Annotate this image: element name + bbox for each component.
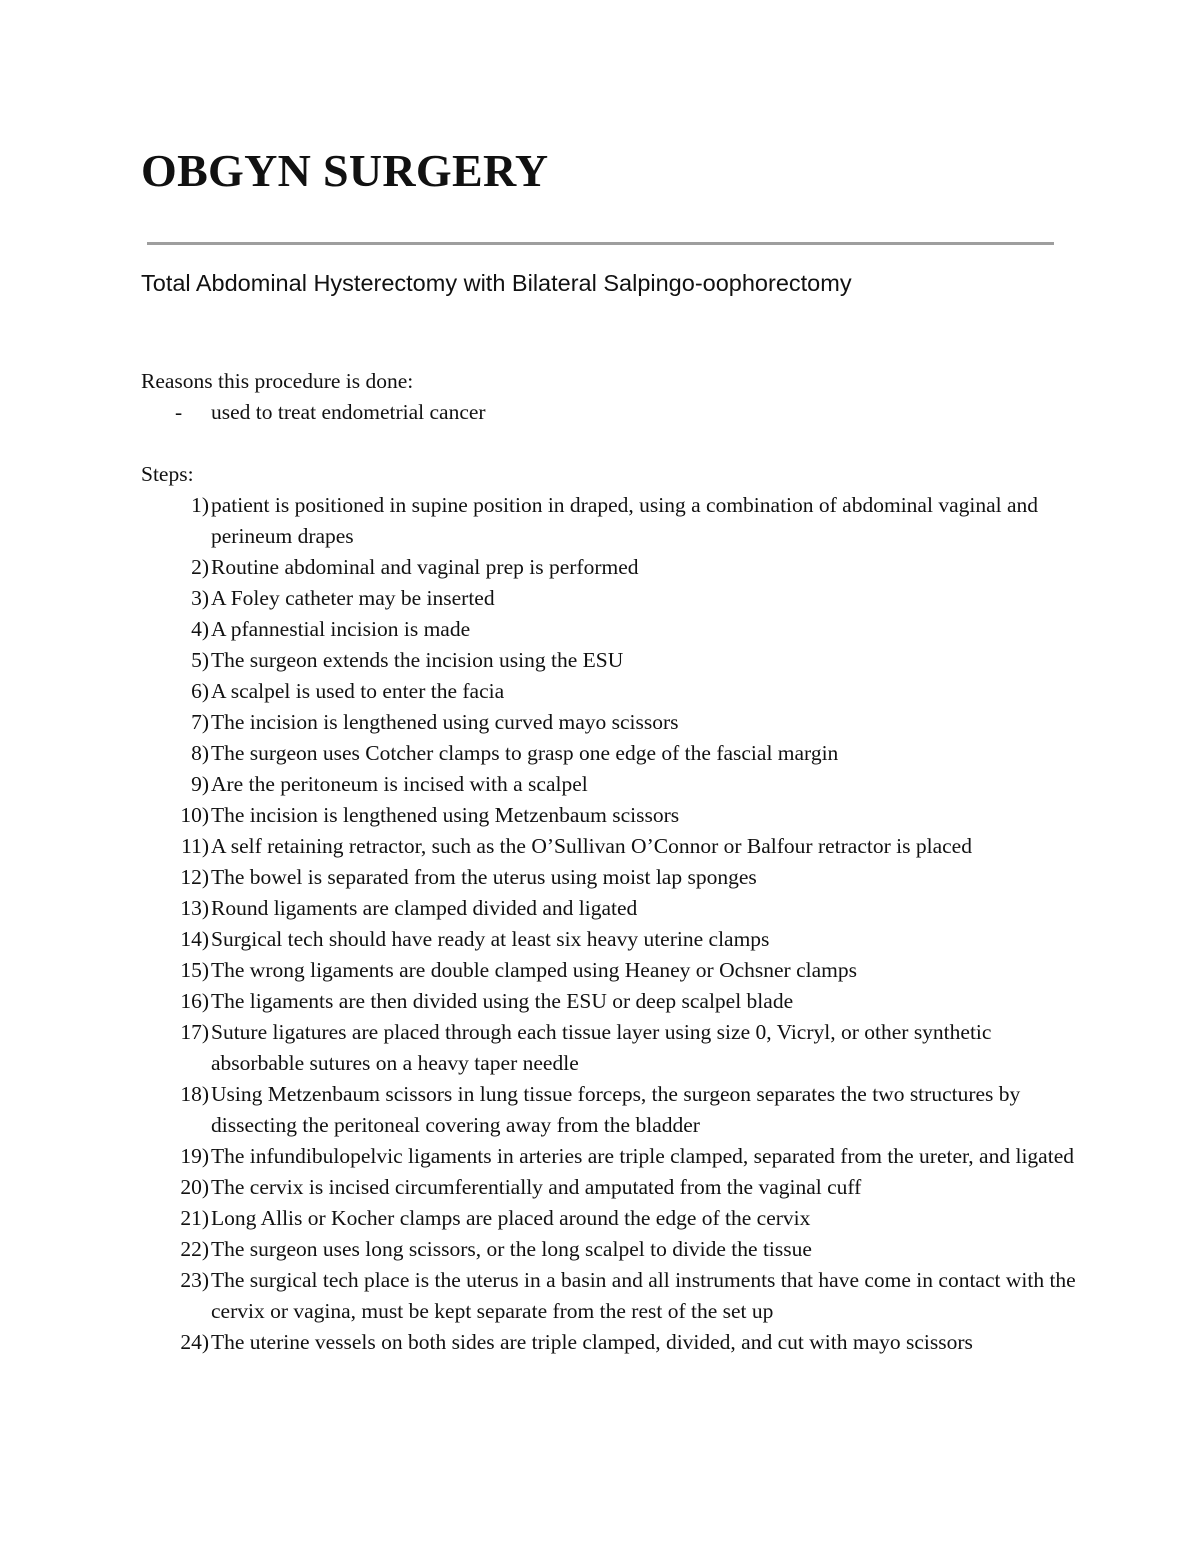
reasons-list [141,397,1081,428]
step-text: The surgeon extends the incision using the ESU [211,648,624,672]
list-item [141,738,1081,769]
list-item [141,1079,1081,1141]
list-item [141,707,1081,738]
step-text: The infundibulopelvic ligaments in arteries are triple clamped, separated from the ureter, and ligated [211,1144,1074,1168]
step-text: Surgical tech should have ready at least six heavy uterine clamps [211,927,770,951]
list-item [141,893,1081,924]
list-item [141,955,1081,986]
document-body [141,366,1081,1358]
step-number: 18) [180,1082,209,1106]
step-number: 10) [180,803,209,827]
step-number: 11) [181,834,209,858]
step-number: 20) [180,1175,209,1199]
list-item [141,614,1081,645]
step-text: A self retaining retractor, such as the O’Sullivan O’Connor or Balfour retractor is placed [211,834,972,858]
steps-list [141,490,1081,1358]
step-text: The surgeon uses long scissors, or the long scalpel to divide the tissue [211,1237,812,1261]
bullet-marker: - [175,400,183,424]
paragraph-spacer [141,428,1081,459]
list-item [141,986,1081,1017]
step-text: The wrong ligaments are double clamped using Heaney or Ochsner clamps [211,958,857,982]
list-item [141,1327,1081,1358]
step-number: 8) [191,741,209,765]
step-number: 13) [180,896,209,920]
steps-heading: Steps: [141,462,194,486]
step-number: 9) [191,772,209,796]
list-item [141,1172,1081,1203]
list-item [141,1017,1081,1079]
step-number: 2) [191,555,209,579]
step-text: patient is positioned in supine position in draped, using a combination of abdominal vaginal and perineum drapes [211,493,1039,548]
list-item [141,1203,1081,1234]
step-text: A scalpel is used to enter the facia [211,679,505,703]
step-number: 24) [180,1330,209,1354]
list-item [141,397,1081,428]
horizontal-rule [147,242,1054,245]
list-item [141,1265,1081,1327]
list-item [141,490,1081,552]
step-number: 23) [180,1268,209,1292]
step-number: 6) [191,679,209,703]
step-text: Using Metzenbaum scissors in lung tissue forceps, the surgeon separates the two structures by dissecting the peritoneal covering away from the bladder [211,1082,1021,1137]
step-text: The uterine vessels on both sides are triple clamped, divided, and cut with mayo scissors [211,1330,973,1354]
step-text: The ligaments are then divided using the ESU or deep scalpel blade [211,989,794,1013]
list-item [141,645,1081,676]
list-item [141,831,1081,862]
step-number: 7) [191,710,209,734]
step-number: 1) [191,493,209,517]
step-number: 16) [180,989,209,1013]
step-text: The surgeon uses Cotcher clamps to grasp one edge of the fascial margin [211,741,839,765]
list-item-text: used to treat endometrial cancer [211,400,486,424]
list-item [141,924,1081,955]
step-number: 22) [180,1237,209,1261]
step-number: 4) [191,617,209,641]
step-number: 12) [180,865,209,889]
step-text: Suture ligatures are placed through each tissue layer using size 0, Vicryl, or other synthetic absorbable sutures on a heavy taper needle [211,1020,992,1075]
document-title: OBGYN SURGERY [141,145,549,196]
step-number: 15) [180,958,209,982]
step-text: The cervix is incised circumferentially and amputated from the vaginal cuff [211,1175,862,1199]
document-subtitle: Total Abdominal Hysterectomy with Bilateral Salpingo-oophorectomy [141,270,852,296]
list-item [141,862,1081,893]
reasons-heading: Reasons this procedure is done: [141,369,414,393]
step-text: Are the peritoneum is incised with a scalpel [211,772,588,796]
list-item [141,769,1081,800]
step-text: A Foley catheter may be inserted [211,586,495,610]
step-number: 14) [180,927,209,951]
list-item [141,1141,1081,1172]
list-item [141,1234,1081,1265]
step-text: The bowel is separated from the uterus using moist lap sponges [211,865,757,889]
step-number: 5) [191,648,209,672]
step-text: Routine abdominal and vaginal prep is performed [211,555,639,579]
step-number: 21) [180,1206,209,1230]
list-item [141,676,1081,707]
list-item [141,583,1081,614]
step-text: Long Allis or Kocher clamps are placed around the edge of the cervix [211,1206,811,1230]
list-item [141,800,1081,831]
step-number: 19) [180,1144,209,1168]
step-text: A pfannestial incision is made [211,617,471,641]
step-text: The surgical tech place is the uterus in a basin and all instruments that have come in contact with the cervix or vagina, must be kept separate from the rest of the set up [211,1268,1076,1323]
list-item [141,552,1081,583]
step-text: The incision is lengthened using curved mayo scissors [211,710,679,734]
step-number: 17) [180,1020,209,1044]
step-number: 3) [191,586,209,610]
step-text: The incision is lengthened using Metzenbaum scissors [211,803,680,827]
step-text: Round ligaments are clamped divided and ligated [211,896,638,920]
